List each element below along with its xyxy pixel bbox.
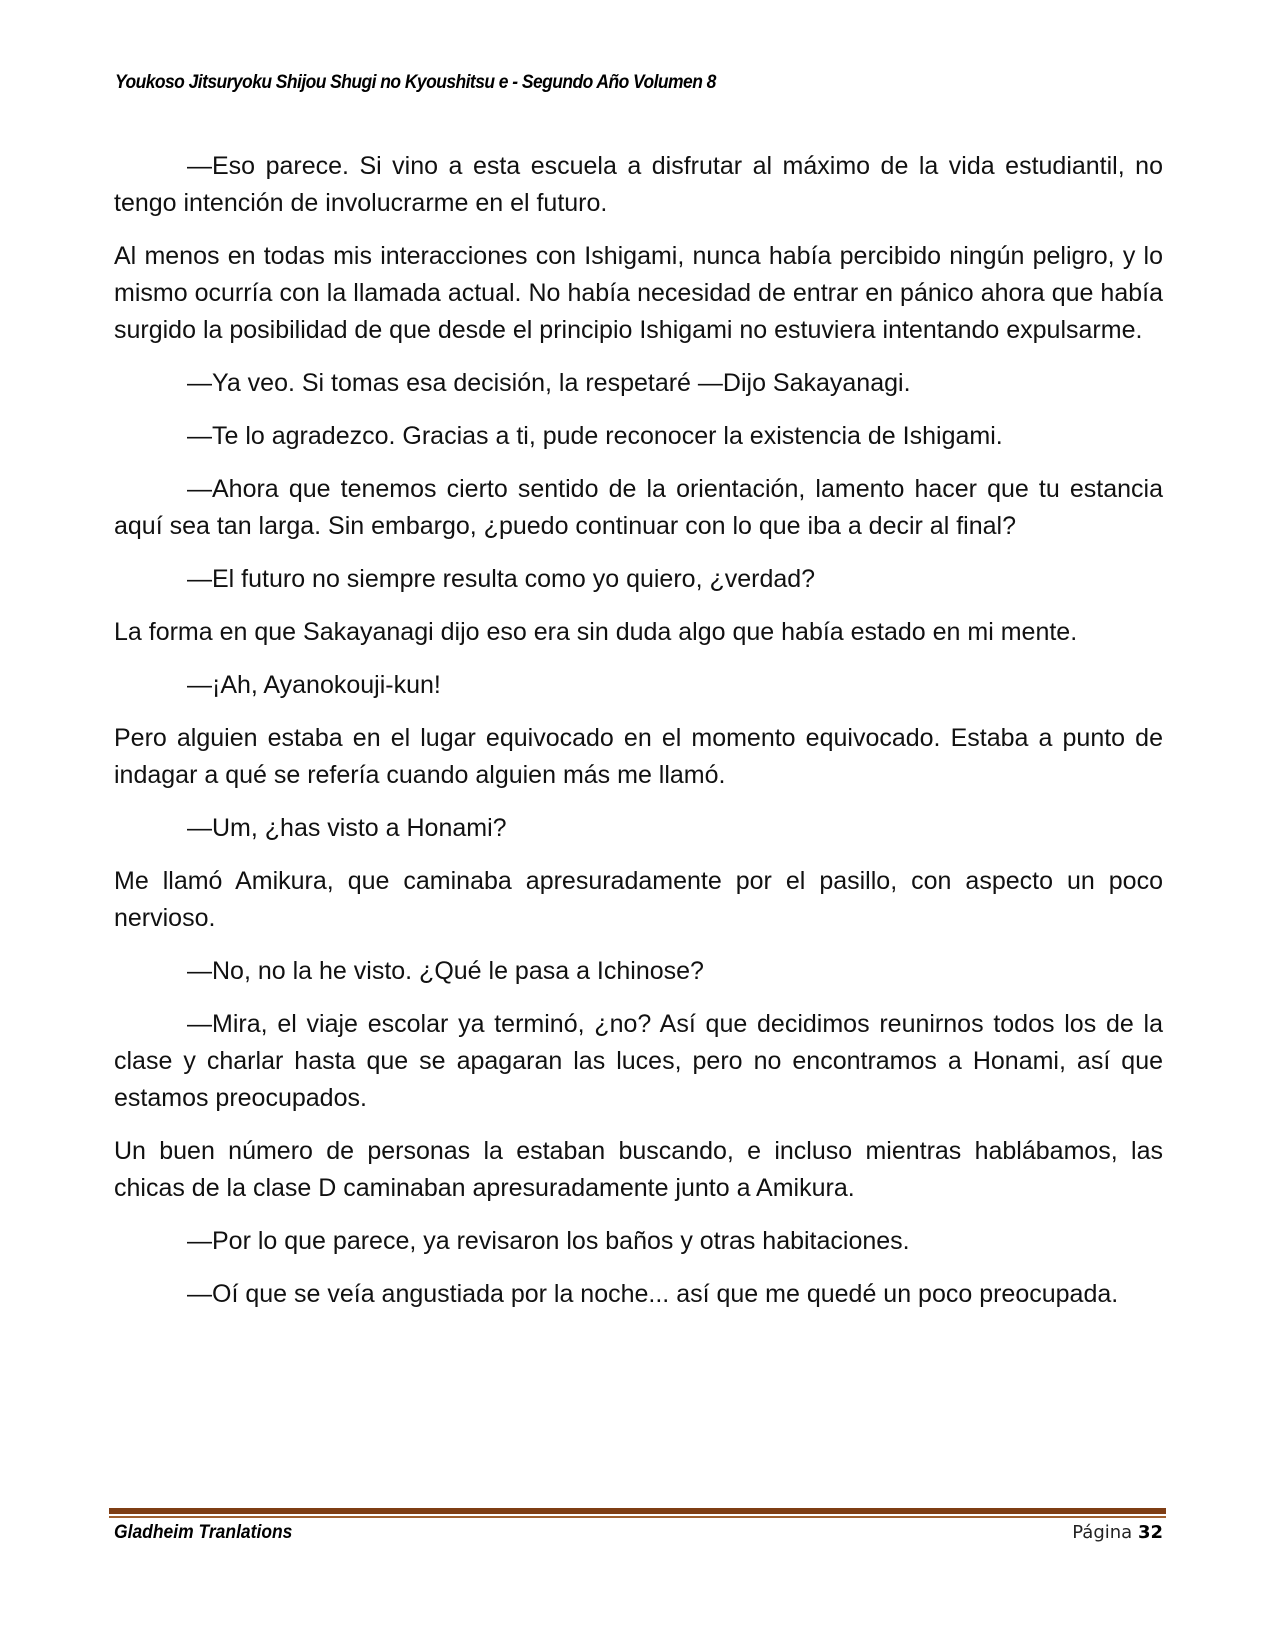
paragraph: —Oí que se veía angustiada por la noche... así que me quedé un poco preocupada. bbox=[187, 1280, 1119, 1308]
paragraph: —Te lo agradezco. Gracias a ti, pude reconocer la existencia de Ishigami. bbox=[187, 422, 1003, 450]
footer-divider-thin bbox=[109, 1516, 1166, 1518]
footer-publisher: Gladheim Tranlations bbox=[114, 1522, 293, 1543]
paragraph: —No, no la he visto. ¿Qué le pasa a Ichinose? bbox=[187, 957, 704, 985]
paragraph: —Um, ¿has visto a Honami? bbox=[187, 814, 507, 842]
paragraph: —Ya veo. Si tomas esa decisión, la respetaré —Dijo Sakayanagi. bbox=[187, 369, 911, 397]
page-body bbox=[114, 148, 1163, 1329]
paragraph: —Eso parece. Si vino a esta escuela a disfrutar al máximo de la vida estudiantil, no tengo intención de involucrarme en el futuro. bbox=[114, 152, 1163, 217]
paragraph: —Mira, el viaje escolar ya terminó, ¿no? Así que decidimos reunirnos todos los de la clase y charlar hasta que se apagaran las luces, pero no encontramos a Honami, así que estamos preocupados. bbox=[114, 1010, 1163, 1112]
paragraph: —Ahora que tenemos cierto sentido de la orientación, lamento hacer que tu estancia aquí sea tan larga. Sin embargo, ¿puedo continuar con lo que iba a decir al final? bbox=[114, 475, 1163, 540]
paragraph: La forma en que Sakayanagi dijo eso era sin duda algo que había estado en mi mente. bbox=[114, 618, 1078, 646]
page-number-value: 32 bbox=[1137, 1522, 1163, 1543]
paragraph: Un buen número de personas la estaban buscando, e incluso mientras hablábamos, las chicas de la clase D caminaban apresuradamente junto a Amikura. bbox=[114, 1137, 1163, 1202]
paragraph: Pero alguien estaba en el lugar equivocado en el momento equivocado. Estaba a punto de indagar a qué se refería cuando alguien más me llamó. bbox=[114, 724, 1163, 789]
paragraph: Al menos en todas mis interacciones con Ishigami, nunca había percibido ningún peligro, y lo mismo ocurría con la llamada actual. No había necesidad de entrar en pánico ahora que había surgido la posibilidad de que desde el principio Ishigami no estuviera intentando expulsarme. bbox=[114, 242, 1163, 344]
paragraph: Me llamó Amikura, que caminaba apresuradamente por el pasillo, con aspecto un poco nervioso. bbox=[114, 867, 1163, 932]
page-number bbox=[1072, 1522, 1163, 1543]
paragraph: —¡Ah, Ayanokouji-kun! bbox=[187, 671, 441, 699]
paragraph: —Por lo que parece, ya revisaron los baños y otras habitaciones. bbox=[187, 1227, 910, 1255]
footer-divider-thick bbox=[109, 1508, 1166, 1514]
page-label: Página bbox=[1072, 1522, 1133, 1543]
paragraph: —El futuro no siempre resulta como yo quiero, ¿verdad? bbox=[187, 565, 816, 593]
running-header: Youkoso Jitsuryoku Shijou Shugi no Kyoushitsu e - Segundo Año Volumen 8 bbox=[115, 72, 716, 93]
